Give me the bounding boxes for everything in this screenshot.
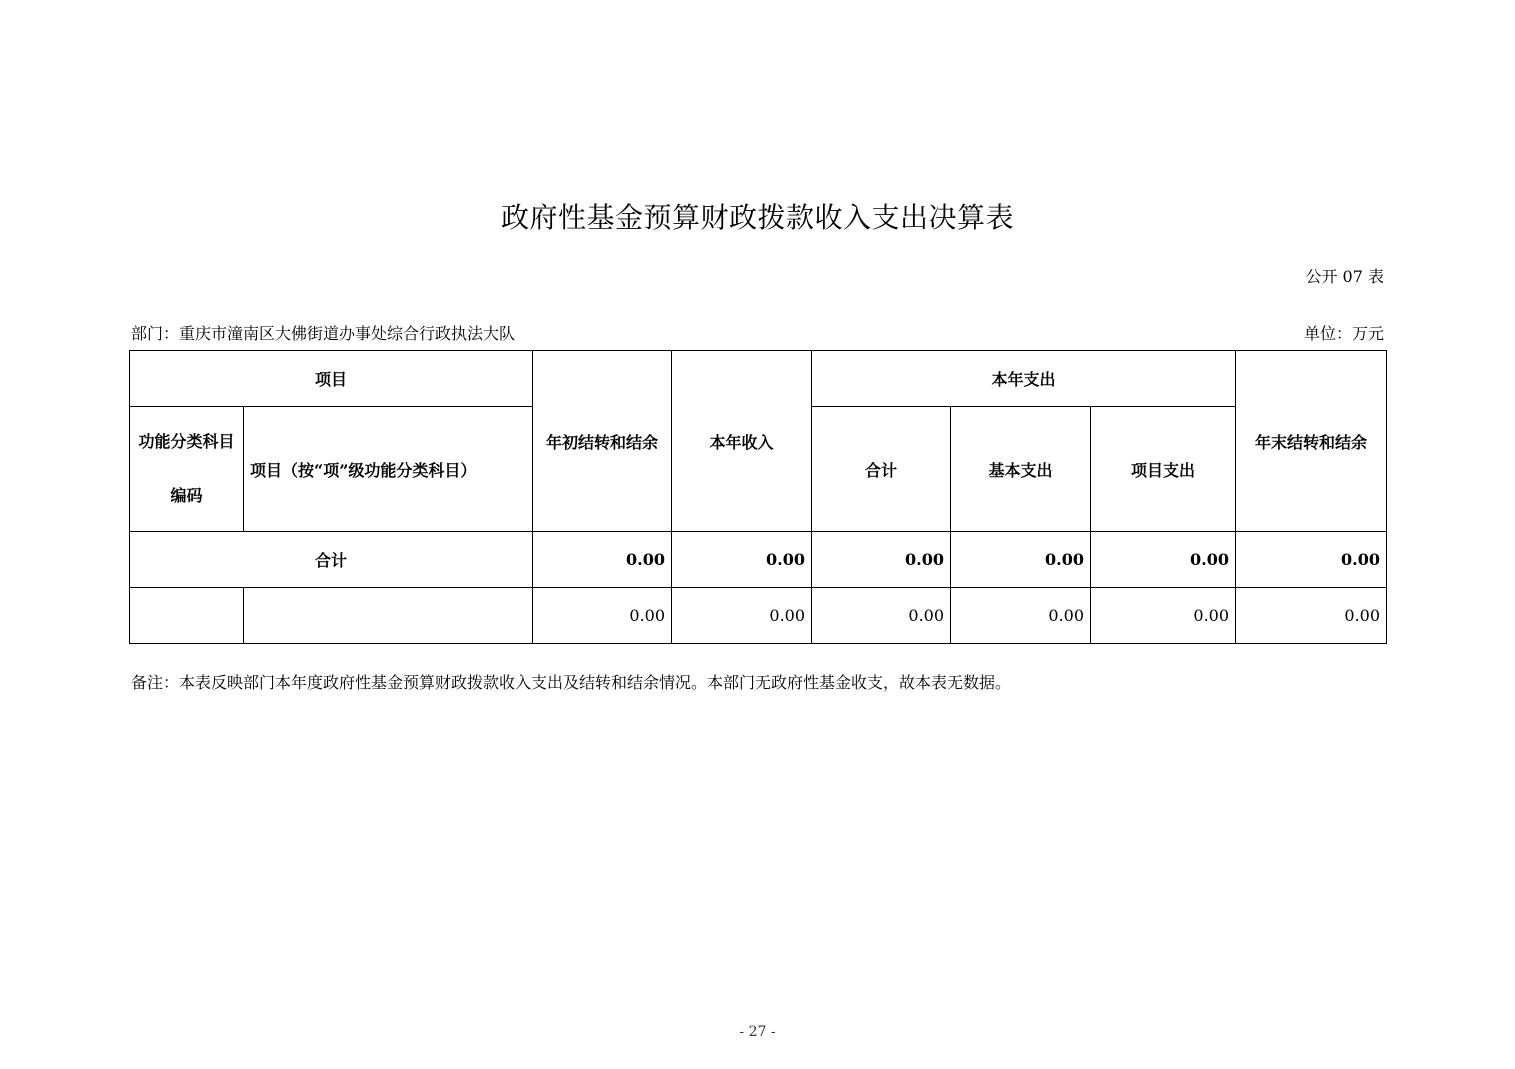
total-label: 合计 bbox=[130, 532, 533, 588]
row-name bbox=[244, 588, 533, 644]
header-exp-project: 项目支出 bbox=[1091, 407, 1236, 532]
total-exp-basic: 0.00 bbox=[951, 532, 1091, 588]
table-note: 备注：本表反映部门本年度政府性基金预算财政拨款收入支出及结转和结余情况。本部门无政府性基金收支，故本表无数据。 bbox=[131, 673, 1012, 692]
header-expenditure: 本年支出 bbox=[812, 351, 1236, 407]
header-exp-total: 合计 bbox=[812, 407, 951, 532]
header-end-balance: 年末结转和结余 bbox=[1236, 351, 1387, 532]
header-exp-basic: 基本支出 bbox=[951, 407, 1091, 532]
total-income: 0.00 bbox=[672, 532, 812, 588]
total-end-balance: 0.00 bbox=[1236, 532, 1387, 588]
row-end-balance: 0.00 bbox=[1236, 588, 1387, 644]
header-income: 本年收入 bbox=[672, 351, 812, 532]
total-exp-project: 0.00 bbox=[1091, 532, 1236, 588]
header-item: 项目 bbox=[130, 351, 533, 407]
row-code bbox=[130, 588, 244, 644]
total-begin-balance: 0.00 bbox=[533, 532, 672, 588]
header-code: 功能分类科目编码 bbox=[130, 407, 244, 532]
budget-table bbox=[129, 350, 1387, 644]
page-number: - 27 - bbox=[739, 1024, 776, 1040]
header-begin-balance: 年初结转和结余 bbox=[533, 351, 672, 532]
total-exp-total: 0.00 bbox=[812, 532, 951, 588]
row-exp-basic: 0.00 bbox=[951, 588, 1091, 644]
row-income: 0.00 bbox=[672, 588, 812, 644]
department-label: 部门：重庆市潼南区大佛街道办事处综合行政执法大队 bbox=[131, 324, 516, 343]
total-row bbox=[130, 532, 1387, 588]
header-name: 项目（按“项”级功能分类科目） bbox=[244, 407, 533, 532]
table-row bbox=[130, 588, 1387, 644]
unit-label: 单位：万元 bbox=[1303, 324, 1384, 343]
row-exp-project: 0.00 bbox=[1091, 588, 1236, 644]
row-begin-balance: 0.00 bbox=[533, 588, 672, 644]
row-exp-total: 0.00 bbox=[812, 588, 951, 644]
page-title: 政府性基金预算财政拨款收入支出决算表 bbox=[500, 201, 1014, 234]
form-number: 公开 07 表 bbox=[1305, 267, 1384, 286]
